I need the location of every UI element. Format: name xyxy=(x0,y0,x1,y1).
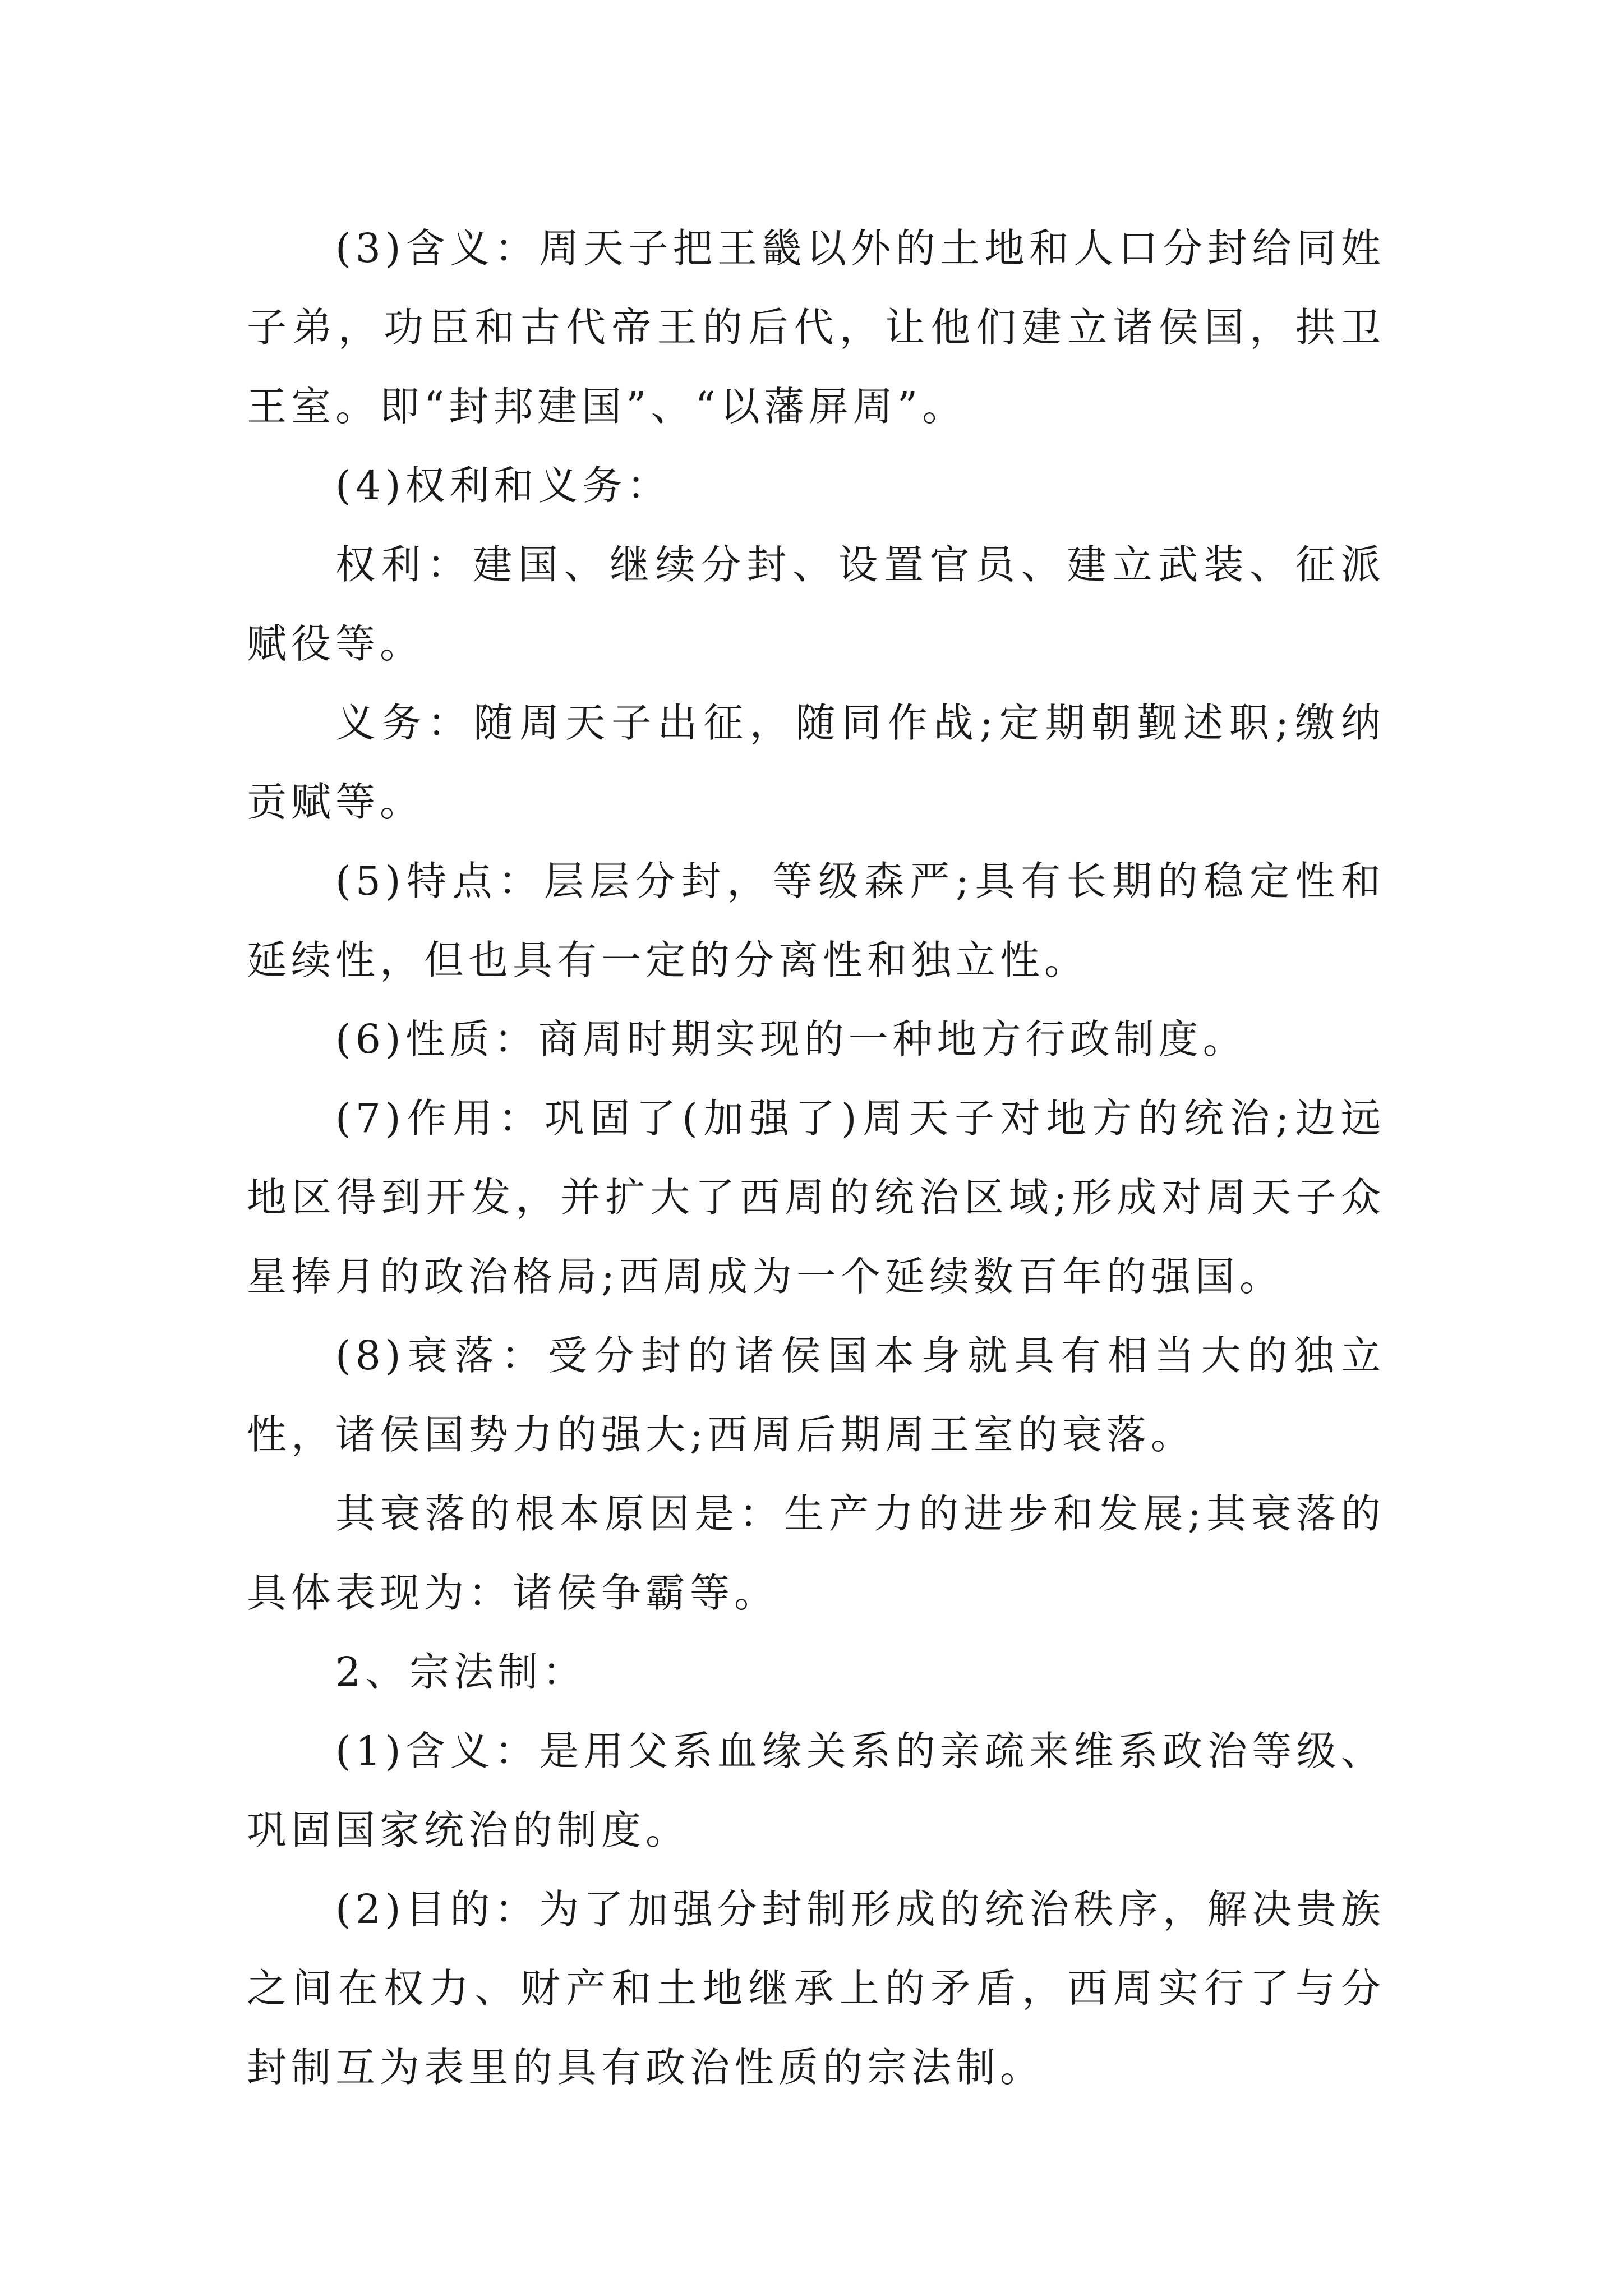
paragraph-nature: (6)性质：商周时期实现的一种地方行政制度。 xyxy=(335,1016,1247,1062)
paragraph-decline-cause: 其衰落的根本原因是：生产力的进步和发展;其衰落的具体表现为：诸侯争霸等。 xyxy=(247,1490,1385,1616)
paragraph-features: (5)特点：层层分封，等级森严;具有长期的稳定性和延续性，但也具有一定的分离性和独立性。 xyxy=(247,858,1385,983)
paragraph-patriarchal-meaning: (1)含义：是用父系血缘关系的亲疏来维系政治等级、巩固国家统治的制度。 xyxy=(247,1728,1385,1853)
paragraph-duties: 义务：随周天子出征，随同作战;定期朝觐述职;缴纳贡赋等。 xyxy=(247,700,1385,825)
paragraph-rights-duties-heading: (4)权利和义务： xyxy=(335,462,671,509)
document-body xyxy=(247,209,1385,2107)
paragraph-rights: 权利：建国、继续分封、设置官员、建立武装、征派赋役等。 xyxy=(247,541,1385,667)
paragraph-decline: (8)衰落：受分封的诸侯国本身就具有相当大的独立性，诸侯国势力的强大;西周后期周王室的衰落。 xyxy=(247,1332,1385,1458)
paragraph-effect: (7)作用：巩固了(加强了)周天子对地方的统治;边远地区得到开发，并扩大了西周的统治区域;形成对周天子众星捧月的政治格局;西周成为一个延续数百年的强国。 xyxy=(247,1095,1385,1300)
section-heading-patriarchal-system: 2、宗法制： xyxy=(335,1649,587,1695)
paragraph-meaning: (3)含义：周天子把王畿以外的土地和人口分封给同姓子弟，功臣和古代帝王的后代，让他们建立诸侯国，拱卫王室。即“封邦建国”、“以藩屏周”。 xyxy=(247,225,1385,430)
paragraph-patriarchal-purpose: (2)目的：为了加强分封制形成的统治秩序，解决贵族之间在权力、财产和土地继承上的矛盾，西周实行了与分封制互为表里的具有政治性质的宗法制。 xyxy=(247,1886,1385,2091)
